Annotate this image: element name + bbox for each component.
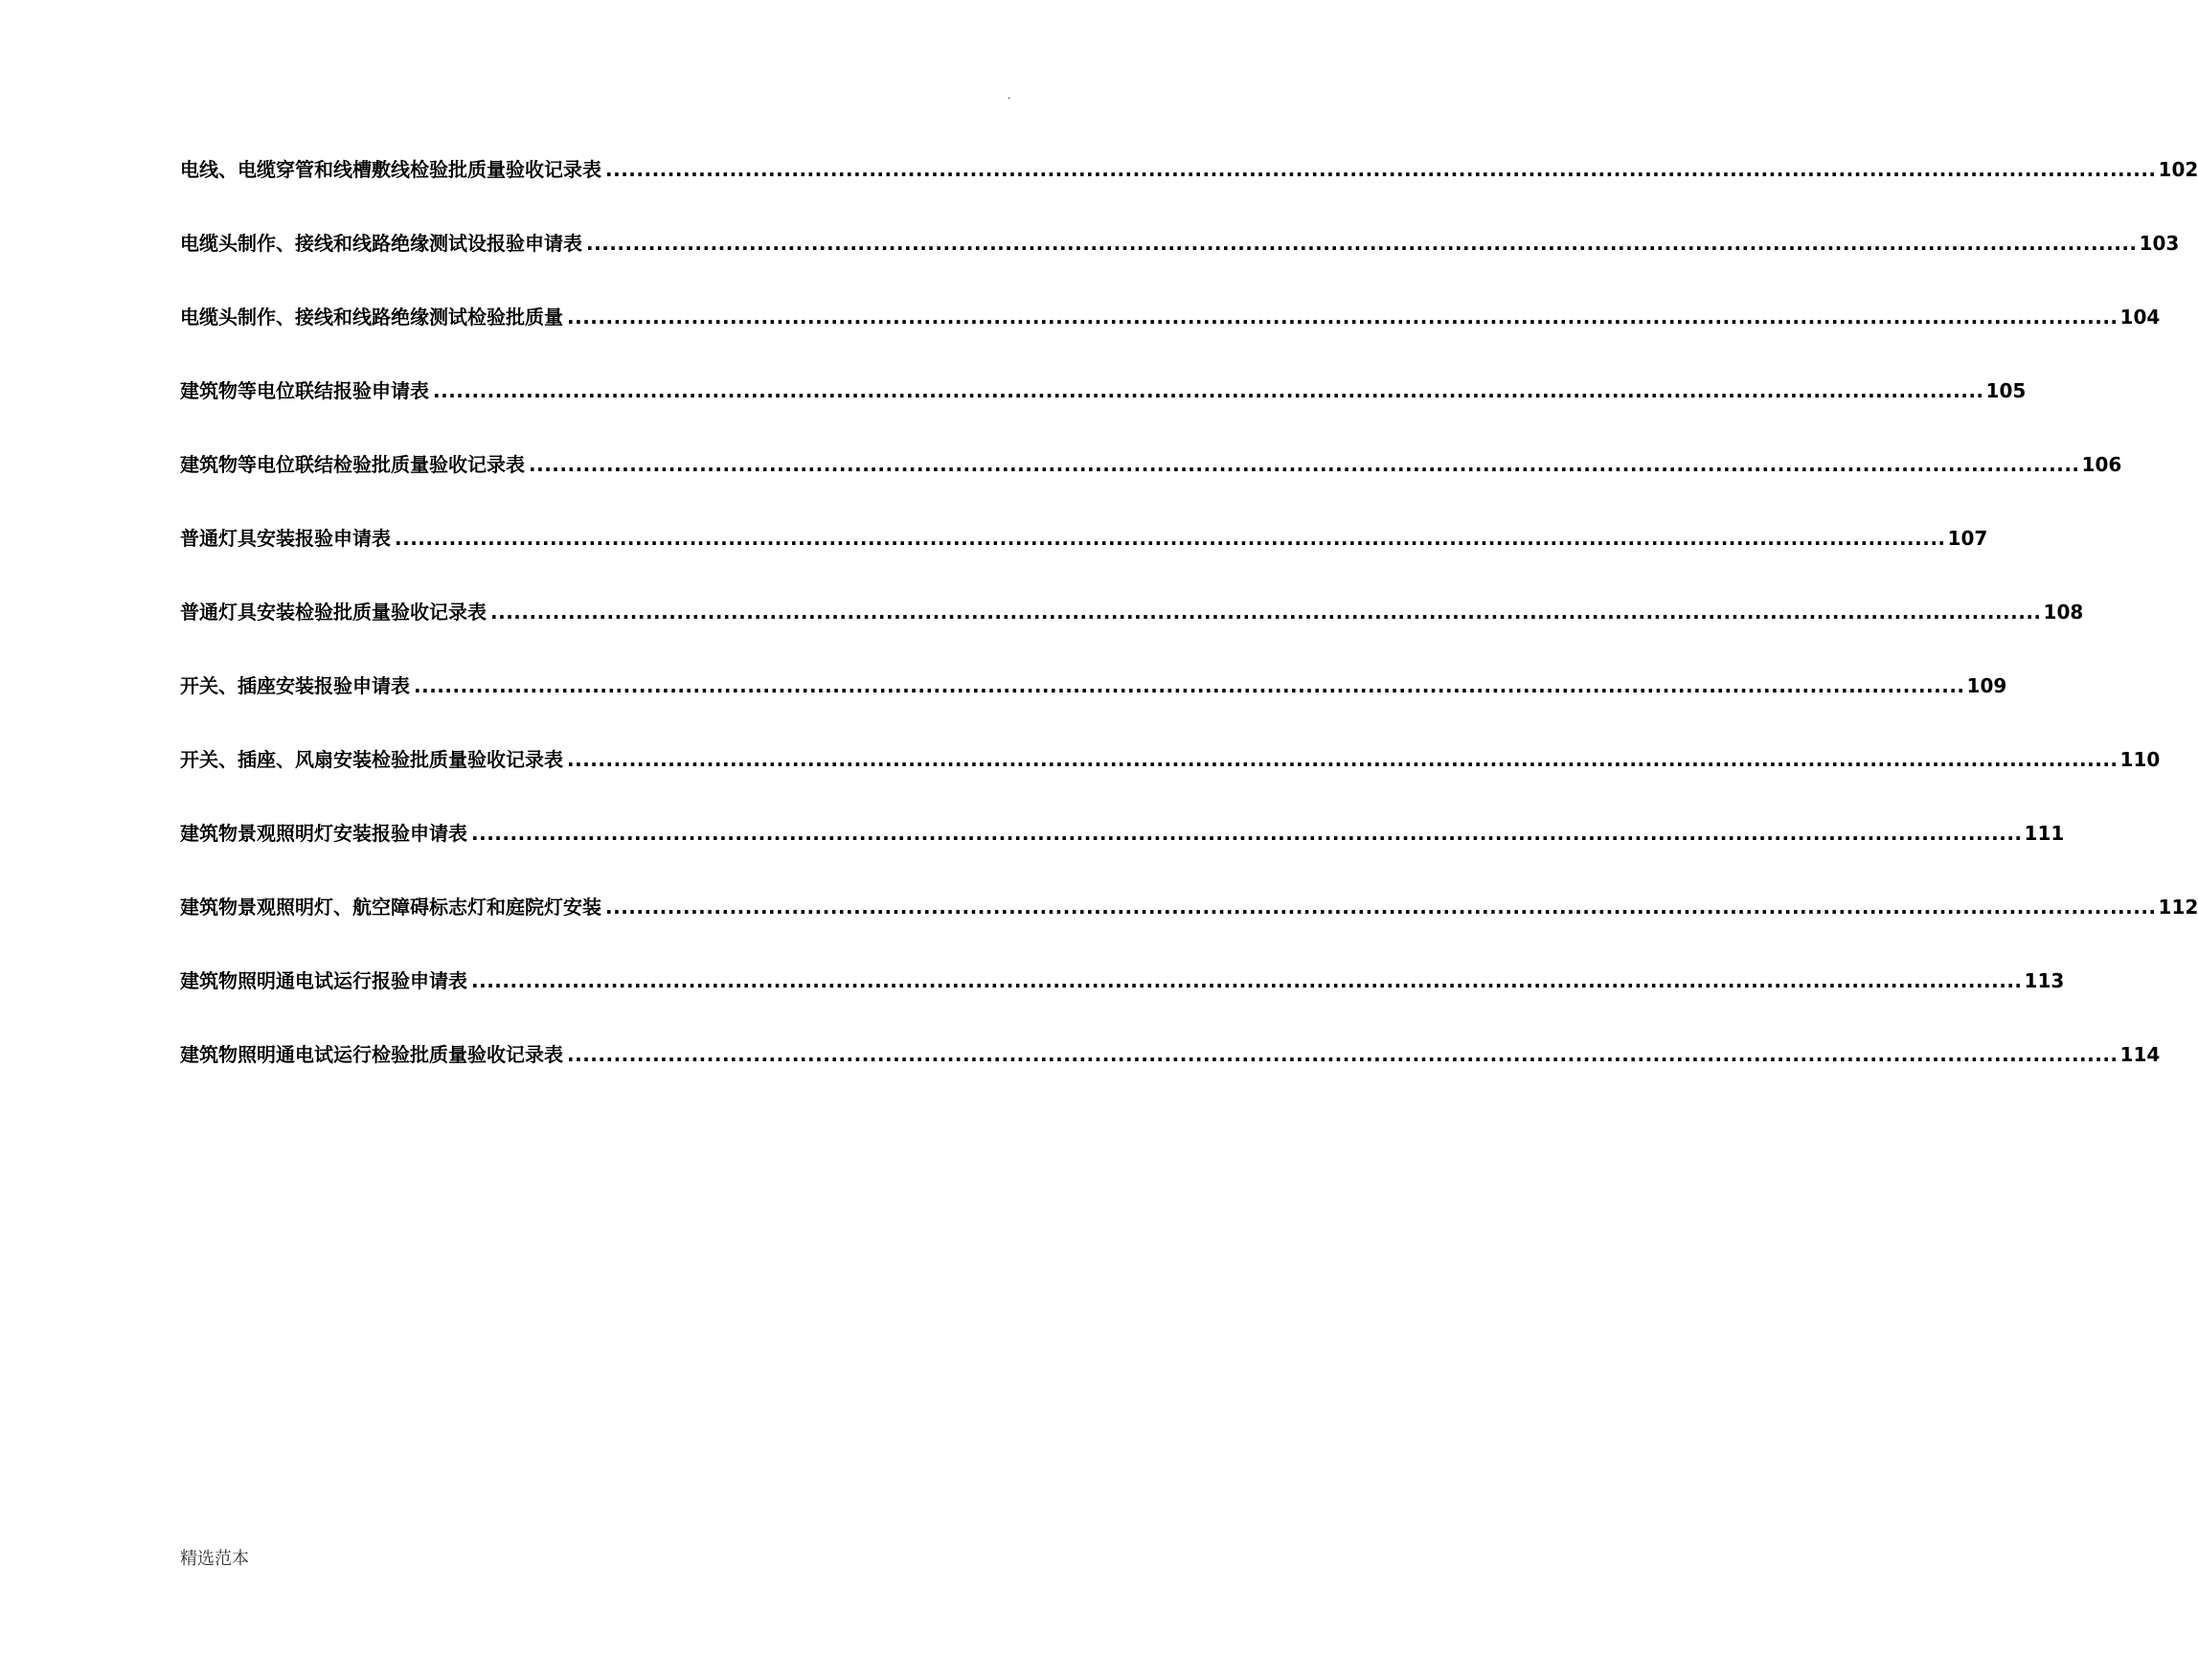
page-footer: 精选范本 [180, 1549, 249, 1569]
toc-entry[interactable] [180, 306, 2161, 329]
toc-dot-leader: ........................................................................................................................................................................................................ [605, 158, 2157, 181]
toc-dot-leader: ........................................................................................................................................................................................................ [567, 1043, 2119, 1066]
toc-entry-title: 建筑物景观照明灯、航空障碍标志灯和庭院灯安装 [180, 896, 601, 919]
toc-entry-title: 建筑物等电位联结检验批质量验收记录表 [180, 453, 525, 476]
toc-entry[interactable] [180, 601, 2084, 624]
toc-entry[interactable] [180, 453, 2122, 476]
toc-dot-leader: ........................................................................................................................................................................................................ [567, 748, 2119, 771]
toc-dot-leader: ........................................................................................................................................................................................................ [471, 822, 2023, 845]
toc-dot-leader: ........................................................................................................................................................................................................ [605, 896, 2157, 919]
toc-entry[interactable] [180, 232, 2180, 255]
toc-entry-page: 104 [2119, 306, 2161, 329]
toc-entry[interactable] [180, 822, 2065, 845]
toc-entry-page: 114 [2119, 1043, 2161, 1066]
toc-entry[interactable] [180, 674, 2007, 697]
toc-dot-leader: ........................................................................................................................................................................................................ [395, 527, 1946, 550]
toc-entry-title: 开关、插座、风扇安装检验批质量验收记录表 [180, 748, 563, 771]
toc-entry-title: 电缆头制作、接线和线路绝缘测试检验批质量 [180, 306, 563, 329]
toc-entry-title: 建筑物景观照明灯安装报验申请表 [180, 822, 467, 845]
toc-entry[interactable] [180, 748, 2161, 771]
toc-entry[interactable] [180, 379, 2027, 402]
toc-entry[interactable] [180, 158, 2198, 181]
toc-dot-leader: ........................................................................................................................................................................................................ [567, 306, 2119, 329]
toc-dot-leader: ........................................................................................................................................................................................................ [471, 969, 2023, 992]
toc-entry-title: 建筑物照明通电试运行报验申请表 [180, 969, 467, 992]
toc-entry-page: 110 [2119, 748, 2161, 771]
toc-dot-leader: ........................................................................................................................................................................................................ [529, 453, 2080, 476]
toc-dot-leader: ........................................................................................................................................................................................................ [414, 674, 1965, 697]
toc-entry-title: 普通灯具安装检验批质量验收记录表 [180, 601, 487, 624]
toc-entry[interactable] [180, 896, 2198, 919]
toc-entry-page: 112 [2158, 896, 2198, 919]
toc-entry-title: 普通灯具安装报验申请表 [180, 527, 391, 550]
header-mark: . [1008, 91, 1011, 102]
toc-entry-page: 113 [2024, 969, 2065, 992]
toc-entry-page: 108 [2043, 601, 2084, 624]
table-of-contents [180, 158, 2198, 1118]
toc-entry-page: 111 [2024, 822, 2065, 845]
toc-entry[interactable] [180, 969, 2065, 992]
toc-entry-title: 开关、插座安装报验申请表 [180, 674, 410, 697]
toc-entry-page: 107 [1947, 527, 1988, 550]
toc-entry-page: 103 [2139, 232, 2180, 255]
toc-entry-page: 102 [2158, 158, 2198, 181]
toc-entry[interactable] [180, 1043, 2161, 1066]
toc-dot-leader: ........................................................................................................................................................................................................ [490, 601, 2042, 624]
toc-entry-title: 电缆头制作、接线和线路绝缘测试设报验申请表 [180, 232, 582, 255]
toc-entry-title: 建筑物照明通电试运行检验批质量验收记录表 [180, 1043, 563, 1066]
toc-dot-leader: ........................................................................................................................................................................................................ [433, 379, 1984, 402]
toc-entry-page: 105 [1985, 379, 2027, 402]
toc-entry-page: 106 [2081, 453, 2122, 476]
toc-entry[interactable] [180, 527, 1988, 550]
toc-entry-title: 电线、电缆穿管和线槽敷线检验批质量验收记录表 [180, 158, 601, 181]
toc-entry-page: 109 [1966, 674, 2007, 697]
toc-entry-title: 建筑物等电位联结报验申请表 [180, 379, 429, 402]
toc-dot-leader: ........................................................................................................................................................................................................ [586, 232, 2138, 255]
